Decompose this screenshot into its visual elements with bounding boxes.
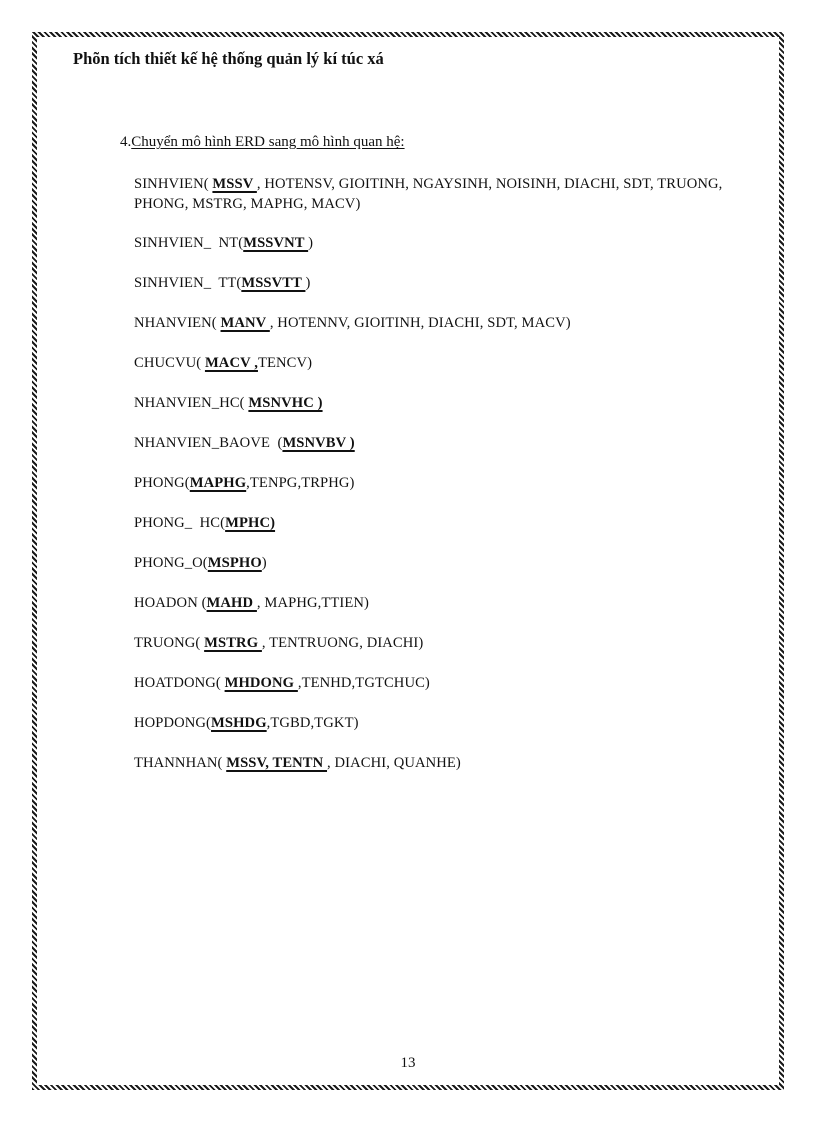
relation-schema-list	[134, 174, 724, 793]
primary-key: MAHD	[206, 595, 257, 611]
relation-phong-o	[134, 553, 724, 573]
relation-name: HOPDONG(	[134, 715, 212, 731]
primary-key: MANV	[220, 315, 270, 331]
relation-attributes: ,TGBD,TGKT)	[266, 715, 359, 731]
relation-attributes: TENCV)	[257, 355, 313, 371]
relation-sinhvien	[134, 174, 724, 214]
relation-hoadon	[134, 593, 724, 613]
relation-name: THANNHAN(	[134, 755, 223, 771]
relation-attributes: , HOTENNV, GIOITINH, DIACHI, SDT, MACV)	[269, 315, 571, 331]
relation-phong	[134, 473, 724, 493]
relation-attributes: ,TENPG,TRPHG)	[246, 475, 355, 491]
primary-key: MSTRG	[204, 635, 262, 651]
primary-key: MSSV	[212, 176, 257, 192]
relation-name: HOATDONG(	[134, 675, 221, 691]
relation-nhanvien	[134, 313, 724, 333]
primary-key: MSSV, TENTN	[226, 755, 328, 771]
document-header-title: Phõn tích thiết kế hệ thống quản lý kí túc xá	[73, 49, 384, 68]
relation-sinhvien-nt	[134, 233, 724, 253]
relation-attributes: )	[308, 235, 314, 251]
relation-name: PHONG(	[134, 475, 190, 491]
section-heading-text: Chuyển mô hình ERD sang mô hình quan hệ:	[131, 134, 405, 150]
primary-key: MACV ,	[204, 355, 258, 371]
relation-name: NHANVIEN_HC(	[134, 395, 245, 411]
relation-nhanvien-hc	[134, 393, 724, 413]
primary-key: MHDONG	[224, 675, 298, 691]
relation-attributes: )	[305, 275, 311, 291]
page-number: 13	[400, 1055, 416, 1071]
relation-thannhan	[134, 753, 724, 773]
relation-name: PHONG_ HC(	[134, 515, 226, 531]
relation-name: NHANVIEN(	[134, 315, 217, 331]
relation-name: CHUCVU(	[134, 355, 202, 371]
relation-hopdong	[134, 713, 724, 733]
relation-chucvu	[134, 353, 724, 373]
relation-name: TRUONG(	[134, 635, 201, 651]
relation-attributes: ,TENHD,TGTCHUC)	[297, 675, 430, 691]
relation-phong-hc	[134, 513, 724, 533]
primary-key: MSNVHC )	[248, 395, 323, 411]
primary-key: MSSVTT	[241, 275, 306, 291]
relation-name: SINHVIEN(	[134, 176, 209, 192]
relation-name: PHONG_O(	[134, 555, 208, 571]
primary-key: MPHC)	[225, 515, 276, 531]
relation-attributes: , TENTRUONG, DIACHI)	[261, 635, 424, 651]
relation-sinhvien-tt	[134, 273, 724, 293]
relation-truong	[134, 633, 724, 653]
relation-name: SINHVIEN_ NT(	[134, 235, 244, 251]
relation-name: HOADON (	[134, 595, 207, 611]
relation-attributes: , HOTENSV, GIOITINH, NGAYSINH, NOISINH, DIACHI, SDT, TRUONG, PHONG, MSTRG, MAPHG, MACV)	[134, 176, 723, 212]
section-number: 4.	[120, 134, 132, 150]
relation-attributes: , MAPHG,TTIEN)	[256, 595, 369, 611]
primary-key: MSPHO	[207, 555, 262, 571]
primary-key: MAPHG	[189, 475, 247, 491]
primary-key: MSHDG	[211, 715, 267, 731]
relation-attributes: )	[261, 555, 267, 571]
primary-key: MSSVNT	[243, 235, 309, 251]
relation-attributes: , DIACHI, QUANHE)	[327, 755, 461, 771]
relation-name: SINHVIEN_ TT(	[134, 275, 242, 291]
primary-key: MSNVBV )	[282, 435, 355, 451]
relation-name: NHANVIEN_BAOVE (	[134, 435, 283, 451]
relation-nhanvien-baove	[134, 433, 724, 453]
relation-hoatdong	[134, 673, 724, 693]
section-heading	[120, 134, 405, 151]
